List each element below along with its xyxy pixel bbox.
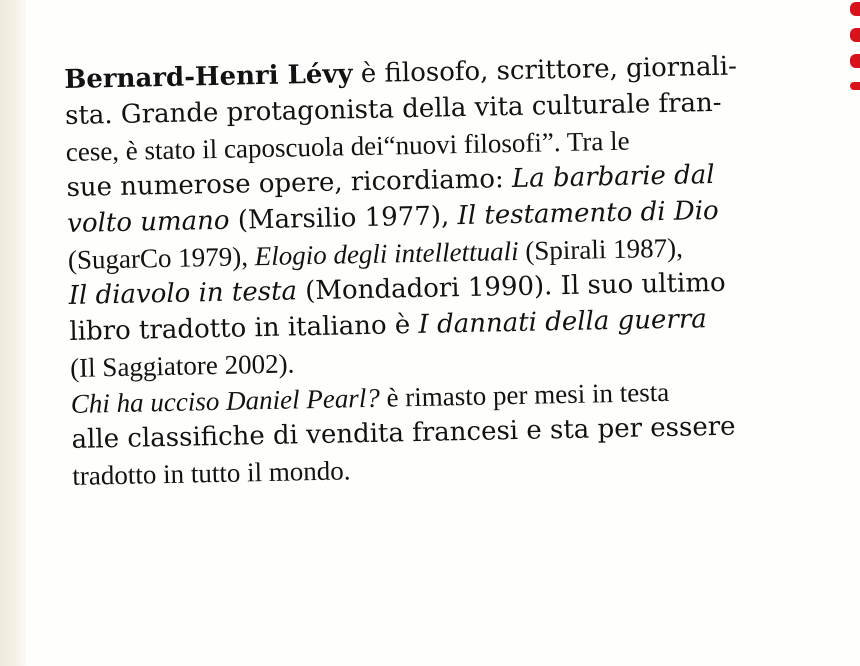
book-title: Il testamento di Dio [457,195,719,232]
bio-text: (SugarCo 1979), [67,241,255,275]
red-perforated-edge [844,0,860,100]
book-title: I dannati della guerra [418,304,708,340]
book-title: Chi ha ucciso Daniel Pearl? [70,382,381,419]
author-name: Bernard-Henri Lévy [64,59,353,95]
bio-text: libro tradotto in italiano è [69,309,419,347]
bio-text: è rimasto per mesi in testa [379,376,670,413]
author-bio-paragraph [64,47,803,494]
book-title: La barbarie dal [511,159,715,195]
book-title: Elogio degli intellettuali [254,235,519,272]
bio-text: sta. Grande protagonista della vita culturale fran- [64,87,722,131]
page-binding-edge [0,0,26,666]
bio-text: (Marsilio 1977), [229,201,458,236]
bio-text: cese, è stato il caposcuola dei“nuovi filosofi”. Tra le [65,125,630,167]
bio-text: (Mondadori 1990). Il suo ultimo [296,267,726,307]
bio-text: alle classifiche di vendita francesi e sta per essere [71,411,736,455]
bio-text: sue numerose opere, ricordiamo: [66,164,513,203]
bio-text: tradotto in tutto il mondo. [72,455,351,491]
bio-text: è filosofo, scrittore, giornali- [352,51,738,90]
book-title: Il diavolo in testa [68,276,298,311]
bio-text: (Spirali 1987), [518,232,684,266]
book-title: volto umano [66,205,230,239]
bio-text: (Il Saggiatore 2002). [69,348,295,383]
